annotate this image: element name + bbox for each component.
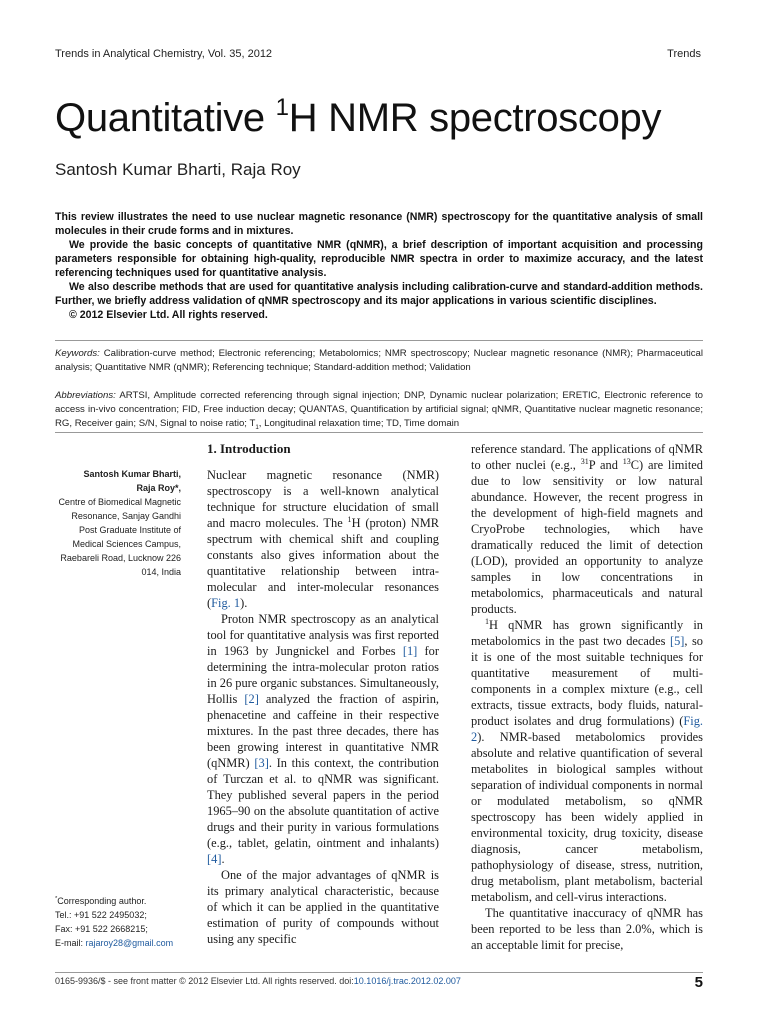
footnote-corresponding [55, 894, 195, 908]
keywords-text: Calibration-curve method; Electronic referencing; Metabolomics; NMR spectroscopy; Nuclear magnetic resonance (NMR); Pharmaceutical analysis; Quantitative NMR (qNMR); Referencing technique; Standard-addition method; Validation [55, 348, 704, 373]
citation-link[interactable]: [3] [254, 756, 269, 770]
abbreviations-text: ARTSI, Amplitude corrected referencing through signal injection; DNP, Dynamic nuclear polarization; ERETIC, Electronic reference to access in-vivo concentration; FID, Free induction decay; QUANTAS, Quantification by artificial signal; qNMR, Quantitative nuclear magnetic resonance; RG, Receiver gain; S/N, Signal to noise ratio; T [55, 390, 704, 429]
article-title [55, 93, 715, 141]
body-paragraph: Proton NMR spectroscopy as an analytical tool for quantitative analysis was first reported in 1963 by Jungnickel and Forbes [1] for determining the intra-molecular proton ratios in 26 pure organic substances. Simultaneously, Hollis [2] analyzed the fraction of aspirin, phenacetine and caffeine in their respective mixtures. In the past three decades, there has been growing interest in quantitative NMR (qNMR) [3]. In this context, the contribution of Turczan et al. to qNMR was significant. They published several papers in the period 1965–90 on the absolute quantitation of active drugs and their purity in various formulations (e.g., tablet, gelatin, ointment and inhalants) [4]. [207, 612, 440, 866]
citation-link[interactable]: [4] [207, 852, 222, 866]
journal-citation: Trends in Analytical Chemistry, Vol. 35, 2012 [55, 48, 273, 60]
body-column-left [207, 441, 439, 947]
doi-link[interactable]: 10.1016/j.trac.2012.02.007 [353, 976, 461, 986]
email-link[interactable]: rajaroy28@gmail.com [85, 938, 174, 948]
abbreviations-text-end: , Longitudinal relaxation time; TD, Time domain [258, 418, 460, 429]
t1-subscript: 1 [255, 423, 259, 431]
body-column-right [471, 441, 703, 953]
footnote-fax: Fax: +91 522 2668215; [55, 924, 148, 934]
keywords-label: Keywords: [55, 348, 100, 359]
citation-link[interactable]: [1] [402, 644, 418, 658]
abstract-paragraph: We provide the basic concepts of quantitative NMR (qNMR), a brief description of important acquisition and processing parameters responsible for obtaining high-quality, reproducible NMR spectra in order to maximize accuracy, and the latest referencing techniques used for quantitative analysis. [55, 239, 703, 279]
section-heading: 1. Introduction [207, 441, 291, 456]
footnote-tel: Tel.: +91 522 2495032; [55, 910, 147, 920]
title-text-post: H NMR spectroscopy [288, 96, 662, 140]
author-list: Santosh Kumar Bharti, Raja Roy [55, 160, 301, 179]
divider [55, 432, 703, 433]
affiliation-author: Santosh Kumar Bharti, [83, 469, 181, 479]
abstract-paragraph: This review illustrates the need to use nuclear magnetic resonance (NMR) spectroscopy for the quantitative analysis of small molecules in their crude forms and in mixtures. [55, 211, 703, 237]
email-label: E-mail: [55, 938, 86, 948]
abbreviations [55, 389, 703, 431]
corresponding-author-footnote [55, 894, 195, 950]
body-paragraph: reference standard. The applications of qNMR to other nuclei (e.g., $^{31}$P and $^{13}$C) are limited due to low sensitivity or low natural abundance. However, the recent progress in the development of high-field magnets and CryoProbe technologies, which have dramatically reduced the limit of detection (LOD), provided an opportunity to analyze samples in low concentrations in metabolomics, pharmaceuticals and natural products. [471, 442, 703, 616]
body-paragraph: $^1$H qNMR has grown significantly in metabolomics in the past two decades [5], so it is one of the most suitable techniques for quantitative measurement of multi-components in a complex mixture (e.g., cell extracts, tissue extracts, body fluids, natural-product isolates and drug formulations) (Fig. 2). NMR-based metabolomics provides absolute and relative quantification of several metabolites in biological samples without separation of individual components in normal or modulated metabolism, so qNMR spectroscopy has been widely applied in environmental toxicity, drug toxicity, disease diagnosis, cancer metabolism, pathophysiology of disease, stress, nutrition, drug metabolism, plant metabolism, bacterial metabolism, and cell-virus interactions. [471, 616, 703, 904]
keywords [55, 347, 703, 375]
footnote-mark: * [55, 896, 58, 902]
footnote-email [55, 936, 195, 950]
author-affiliation [55, 467, 181, 579]
citation-link[interactable]: [5] [669, 634, 685, 648]
footer-divider [55, 972, 703, 973]
abstract [55, 210, 703, 322]
body-paragraph: Nuclear magnetic resonance (NMR) spectroscopy is a well-known analytical technique for structure elucidation of small and macro molecules. The $^1$H (proton) NMR spectrum with chemical shift and coupling constants also gives information about the quantitative relationship between intra-molecular and inter-molecular resonances (Fig. 1). [207, 468, 439, 610]
citation-link[interactable]: [2] [244, 692, 259, 706]
footer-text: 0165-9936/$ - see front matter © 2012 Elsevier Ltd. All rights reserved. doi: [55, 976, 354, 986]
affiliation-address: Centre of Biomedical Magnetic Resonance, Sanjay Gandhi Post Graduate Institute of Medical Sciences Campus, Raebareli Road, Lucknow 226 014, India [58, 497, 181, 577]
section-label: Trends [667, 48, 701, 60]
title-superscript: 1 [275, 93, 289, 121]
abbreviations-label: Abbreviations: [55, 390, 116, 401]
affiliation-author: Raja Roy*, [136, 483, 181, 493]
footnote-label: Corresponding author. [57, 896, 147, 906]
body-paragraph: The quantitative inaccuracy of qNMR has been reported to be less than 2.0%, which is an acceptable limit for precise, [471, 906, 703, 952]
page-number: 5 [694, 974, 703, 991]
copyright-line: © 2012 Elsevier Ltd. All rights reserved. [69, 309, 268, 321]
figure-link[interactable]: Fig. 1 [211, 596, 241, 610]
running-header [55, 48, 701, 66]
title-text-pre: Quantitative [55, 96, 276, 140]
divider [55, 340, 703, 341]
abstract-paragraph: We also describe methods that are used for quantitative analysis including calibration-curve and standard-addition methods. Further, we briefly address validation of qNMR spectroscopy and its major applications in various scientific disciplines. [55, 281, 703, 307]
body-paragraph: One of the major advantages of qNMR is its primary analytical characteristic, because of which it can be applied in the quantitative estimation of purity of compounds without using any specific [207, 868, 439, 946]
page-footer [55, 974, 703, 991]
figure-link[interactable]: Fig. 2 [471, 714, 703, 744]
